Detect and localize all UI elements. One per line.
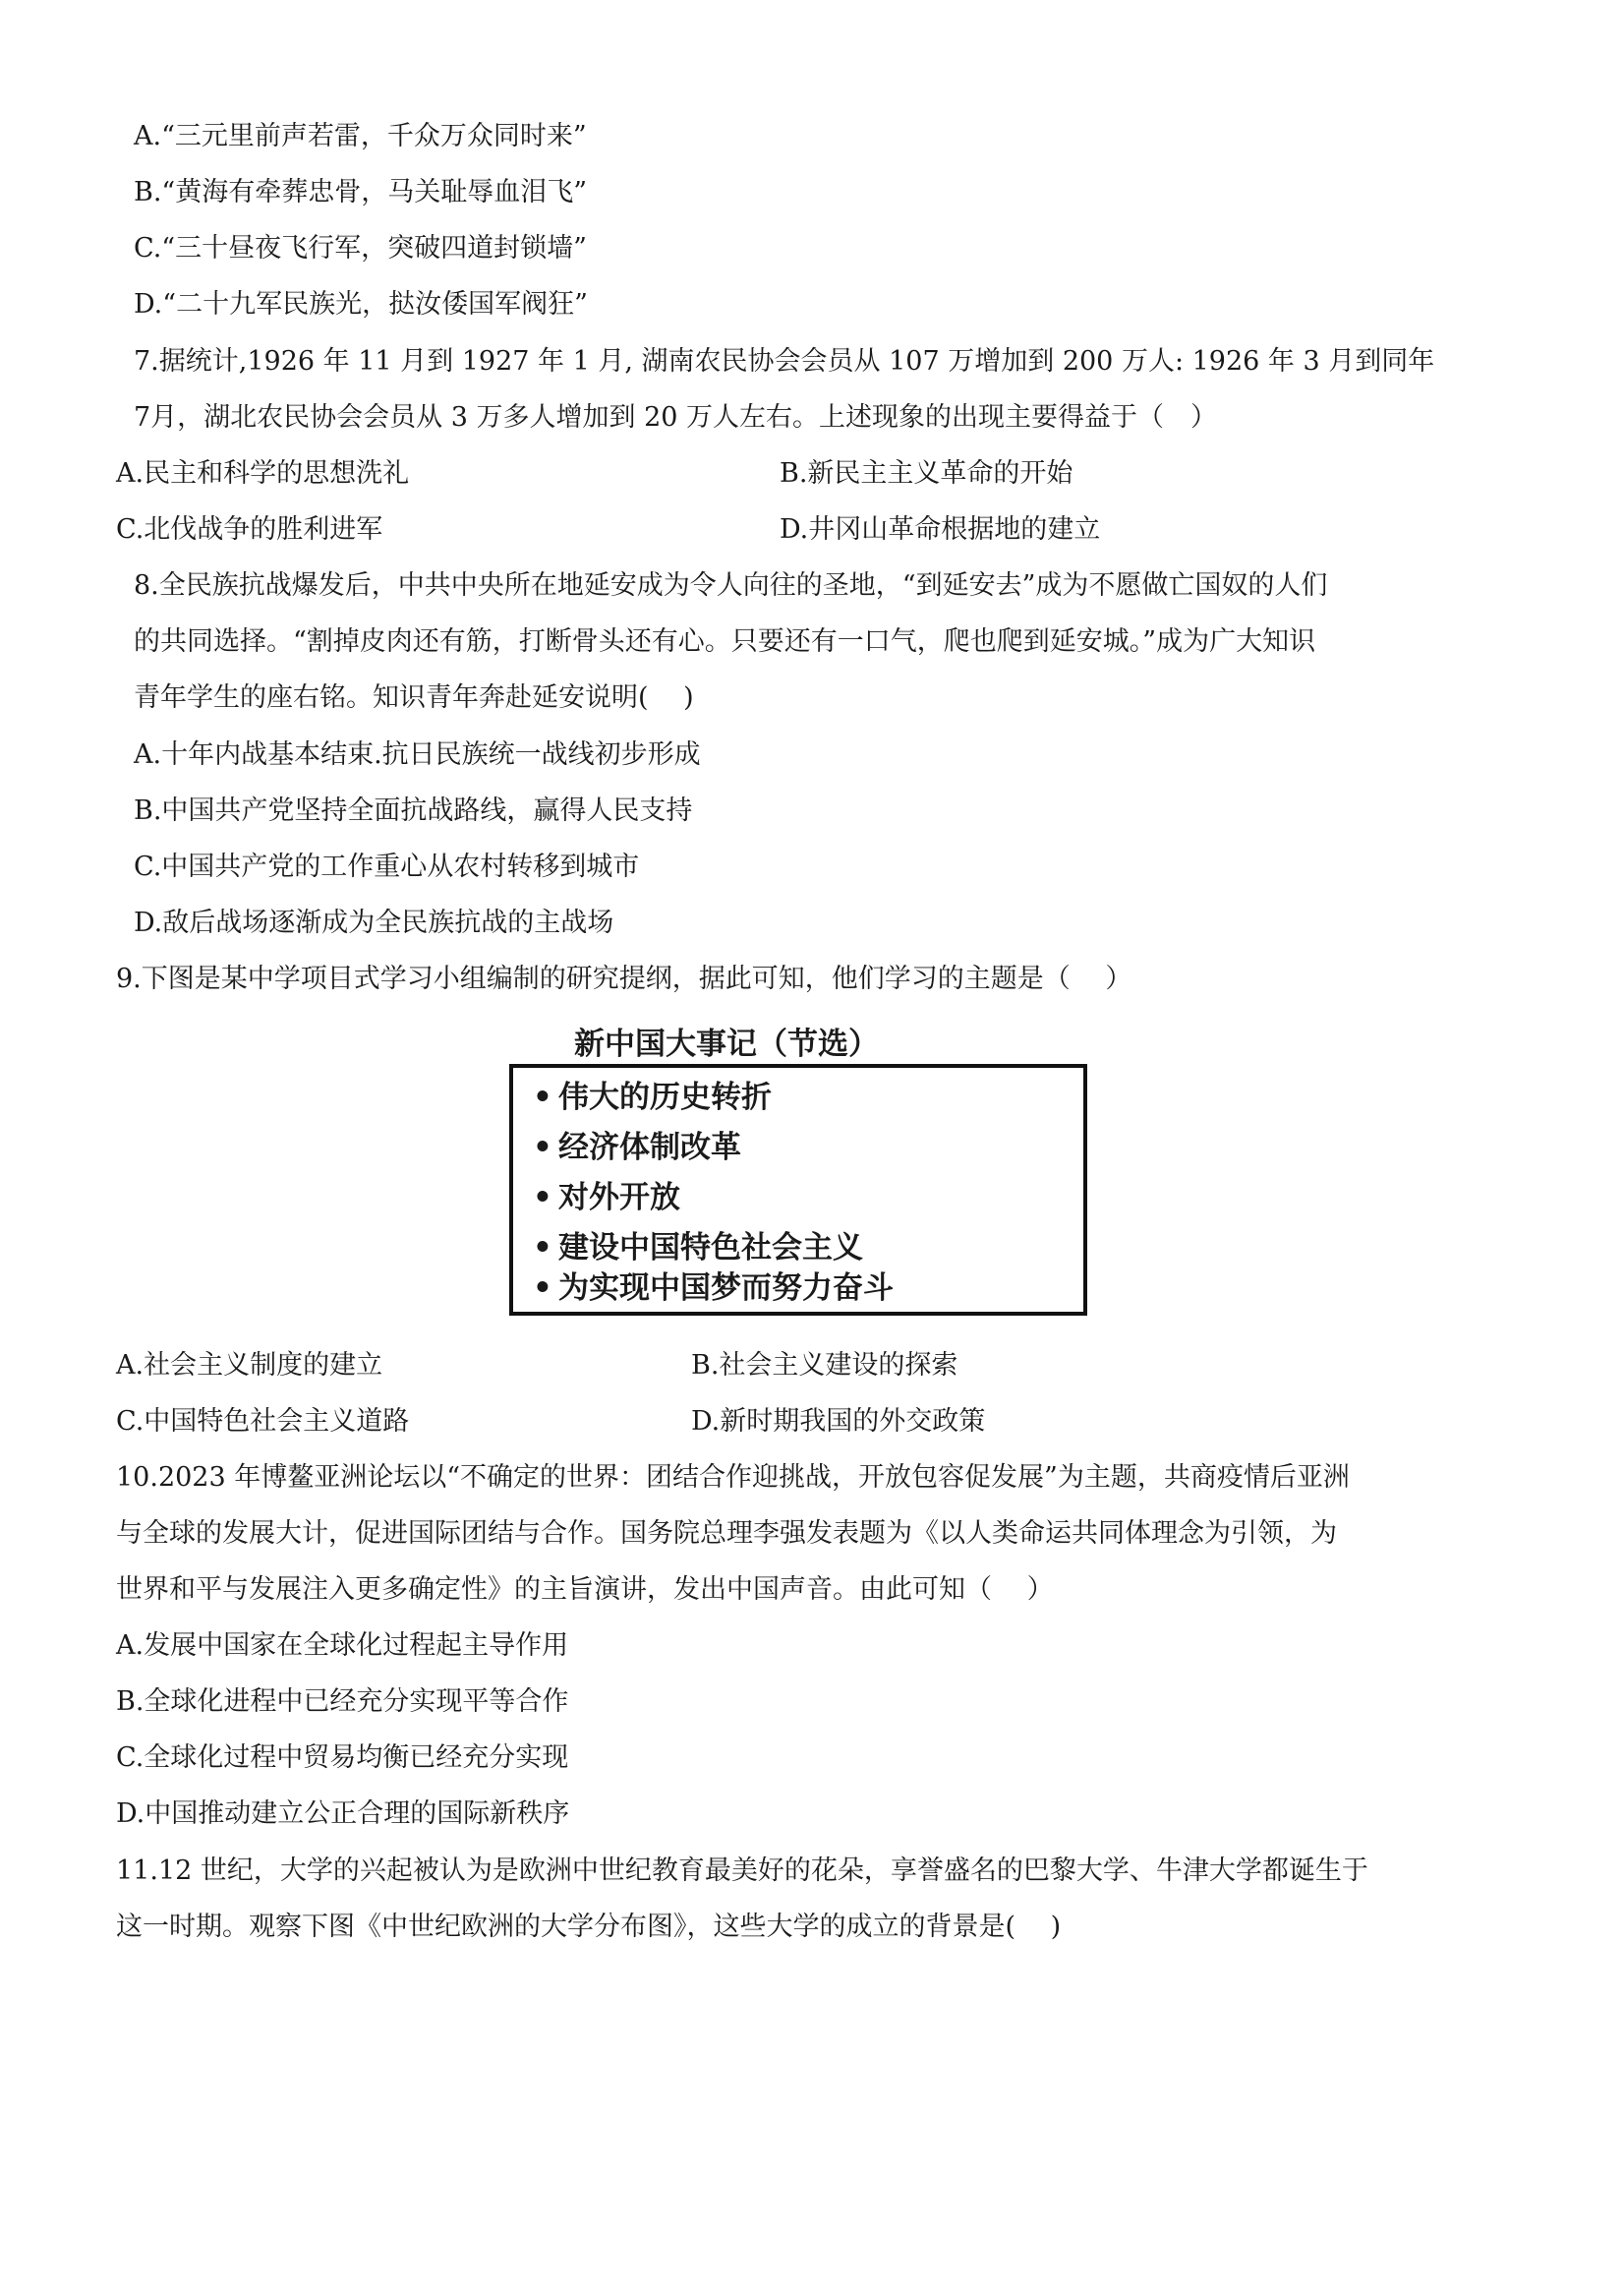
q9-figure-item: • 伟大的历史转折 [533, 1080, 772, 1115]
q10-option-b: B.全球化进程中已经充分实现平等合作 [116, 1686, 569, 1717]
q10-option-d: D.中国推动建立公正合理的国际新秩序 [116, 1798, 570, 1829]
q10-option-c: C.全球化过程中贸易均衡已经充分实现 [116, 1742, 569, 1773]
q8-stem-line1: 8.全民族抗战爆发后，中共中央所在地延安成为令人向往的圣地，“到延安去”成为不愿做亡国奴的人们 [134, 570, 1328, 601]
bullet-icon: • [533, 1130, 552, 1165]
q8-option-c: C.中国共产党的工作重心从农村转移到城市 [134, 852, 640, 882]
q11-stem-line2: 这一时期。观察下图《中世纪欧洲的大学分布图》，这些大学的成立的背景是( ) [116, 1912, 1062, 1942]
q9-option-c: C.中国特色社会主义道路 [116, 1406, 410, 1437]
q7-option-a: A.民主和科学的思想洗礼 [116, 458, 410, 489]
q8-stem-line2: 的共同选择。“割掉皮肉还有筋，打断骨头还有心。只要还有一口气，爬也爬到延安城。”成为广大知识 [134, 626, 1316, 657]
q9-figure-title: 新中国大事记（节选） [574, 1027, 879, 1062]
bullet-icon: • [533, 1180, 552, 1215]
q6-option-d: D.“二十九军民族光，挞汝倭国军阀狂” [134, 289, 588, 320]
q8-option-a: A.十年内战基本结束.抗日民族统一战线初步形成 [134, 739, 701, 770]
q9-figure-item: • 为实现中国梦而努力奋斗 [533, 1270, 894, 1306]
q8-stem-line3: 青年学生的座右铭。知识青年奔赴延安说明( ) [134, 682, 694, 713]
q8-option-b: B.中国共产党坚持全面抗战路线，赢得人民支持 [134, 795, 693, 826]
q9-stem: 9.下图是某中学项目式学习小组编制的研究提纲，据此可知，他们学习的主题是（ ） [116, 964, 1132, 994]
q10-stem-line1: 10.2023 年博鳌亚洲论坛以“不确定的世界：团结合作迎挑战，开放包容促发展”为主题，共商疫情后亚洲 [116, 1462, 1350, 1493]
q9-option-d: D.新时期我国的外交政策 [691, 1406, 986, 1437]
q7-stem-line2: 7月，湖北农民协会会员从 3 万多人增加到 20 万人左右。上述现象的出现主要得益于（ ） [134, 402, 1218, 433]
bullet-icon: • [533, 1230, 552, 1266]
q8-option-d: D.敌后战场逐渐成为全民族抗战的主战场 [134, 908, 614, 938]
q10-stem-line3: 世界和平与发展注入更多确定性》的主旨演讲，发出中国声音。由此可知（ ） [116, 1574, 1054, 1605]
q9-figure-item: • 经济体制改革 [533, 1130, 741, 1165]
q10-stem-line2: 与全球的发展大计，促进国际团结与合作。国务院总理李强发表题为《以人类命运共同体理念为引领，为 [116, 1518, 1337, 1549]
q9-figure-item: • 对外开放 [533, 1180, 680, 1215]
q6-option-b: B.“黄海有牵葬忠骨，马关耻辱血泪飞” [134, 177, 588, 207]
q6-option-a: A.“三元里前声若雷，千众万众同时来” [134, 121, 587, 151]
q9-figure-item: • 建设中国特色社会主义 [533, 1230, 863, 1266]
q10-option-a: A.发展中国家在全球化过程起主导作用 [116, 1630, 569, 1661]
q6-option-c: C.“三十昼夜飞行军，突破四道封锁墙” [134, 233, 587, 264]
q7-stem-line1: 7.据统计,1926 年 11 月到 1927 年 1 月, 湖南农民协会会员从 107 万增加到 200 万人: 1926 年 3 月到同年 [134, 346, 1435, 377]
bullet-icon: • [533, 1270, 552, 1306]
bullet-icon: • [533, 1080, 552, 1115]
q7-option-b: B.新民主主义革命的开始 [780, 458, 1073, 489]
q7-option-d: D.井冈山革命根据地的建立 [780, 514, 1101, 545]
q9-option-b: B.社会主义建设的探索 [691, 1350, 958, 1381]
q11-stem-line1: 11.12 世纪，大学的兴起被认为是欧洲中世纪教育最美好的花朵，享誉盛名的巴黎大学、牛津大学都诞生于 [116, 1855, 1368, 1886]
q9-option-a: A.社会主义制度的建立 [116, 1350, 383, 1381]
q7-option-c: C.北伐战争的胜利进军 [116, 514, 383, 545]
q9-figure-box [509, 1064, 1087, 1316]
